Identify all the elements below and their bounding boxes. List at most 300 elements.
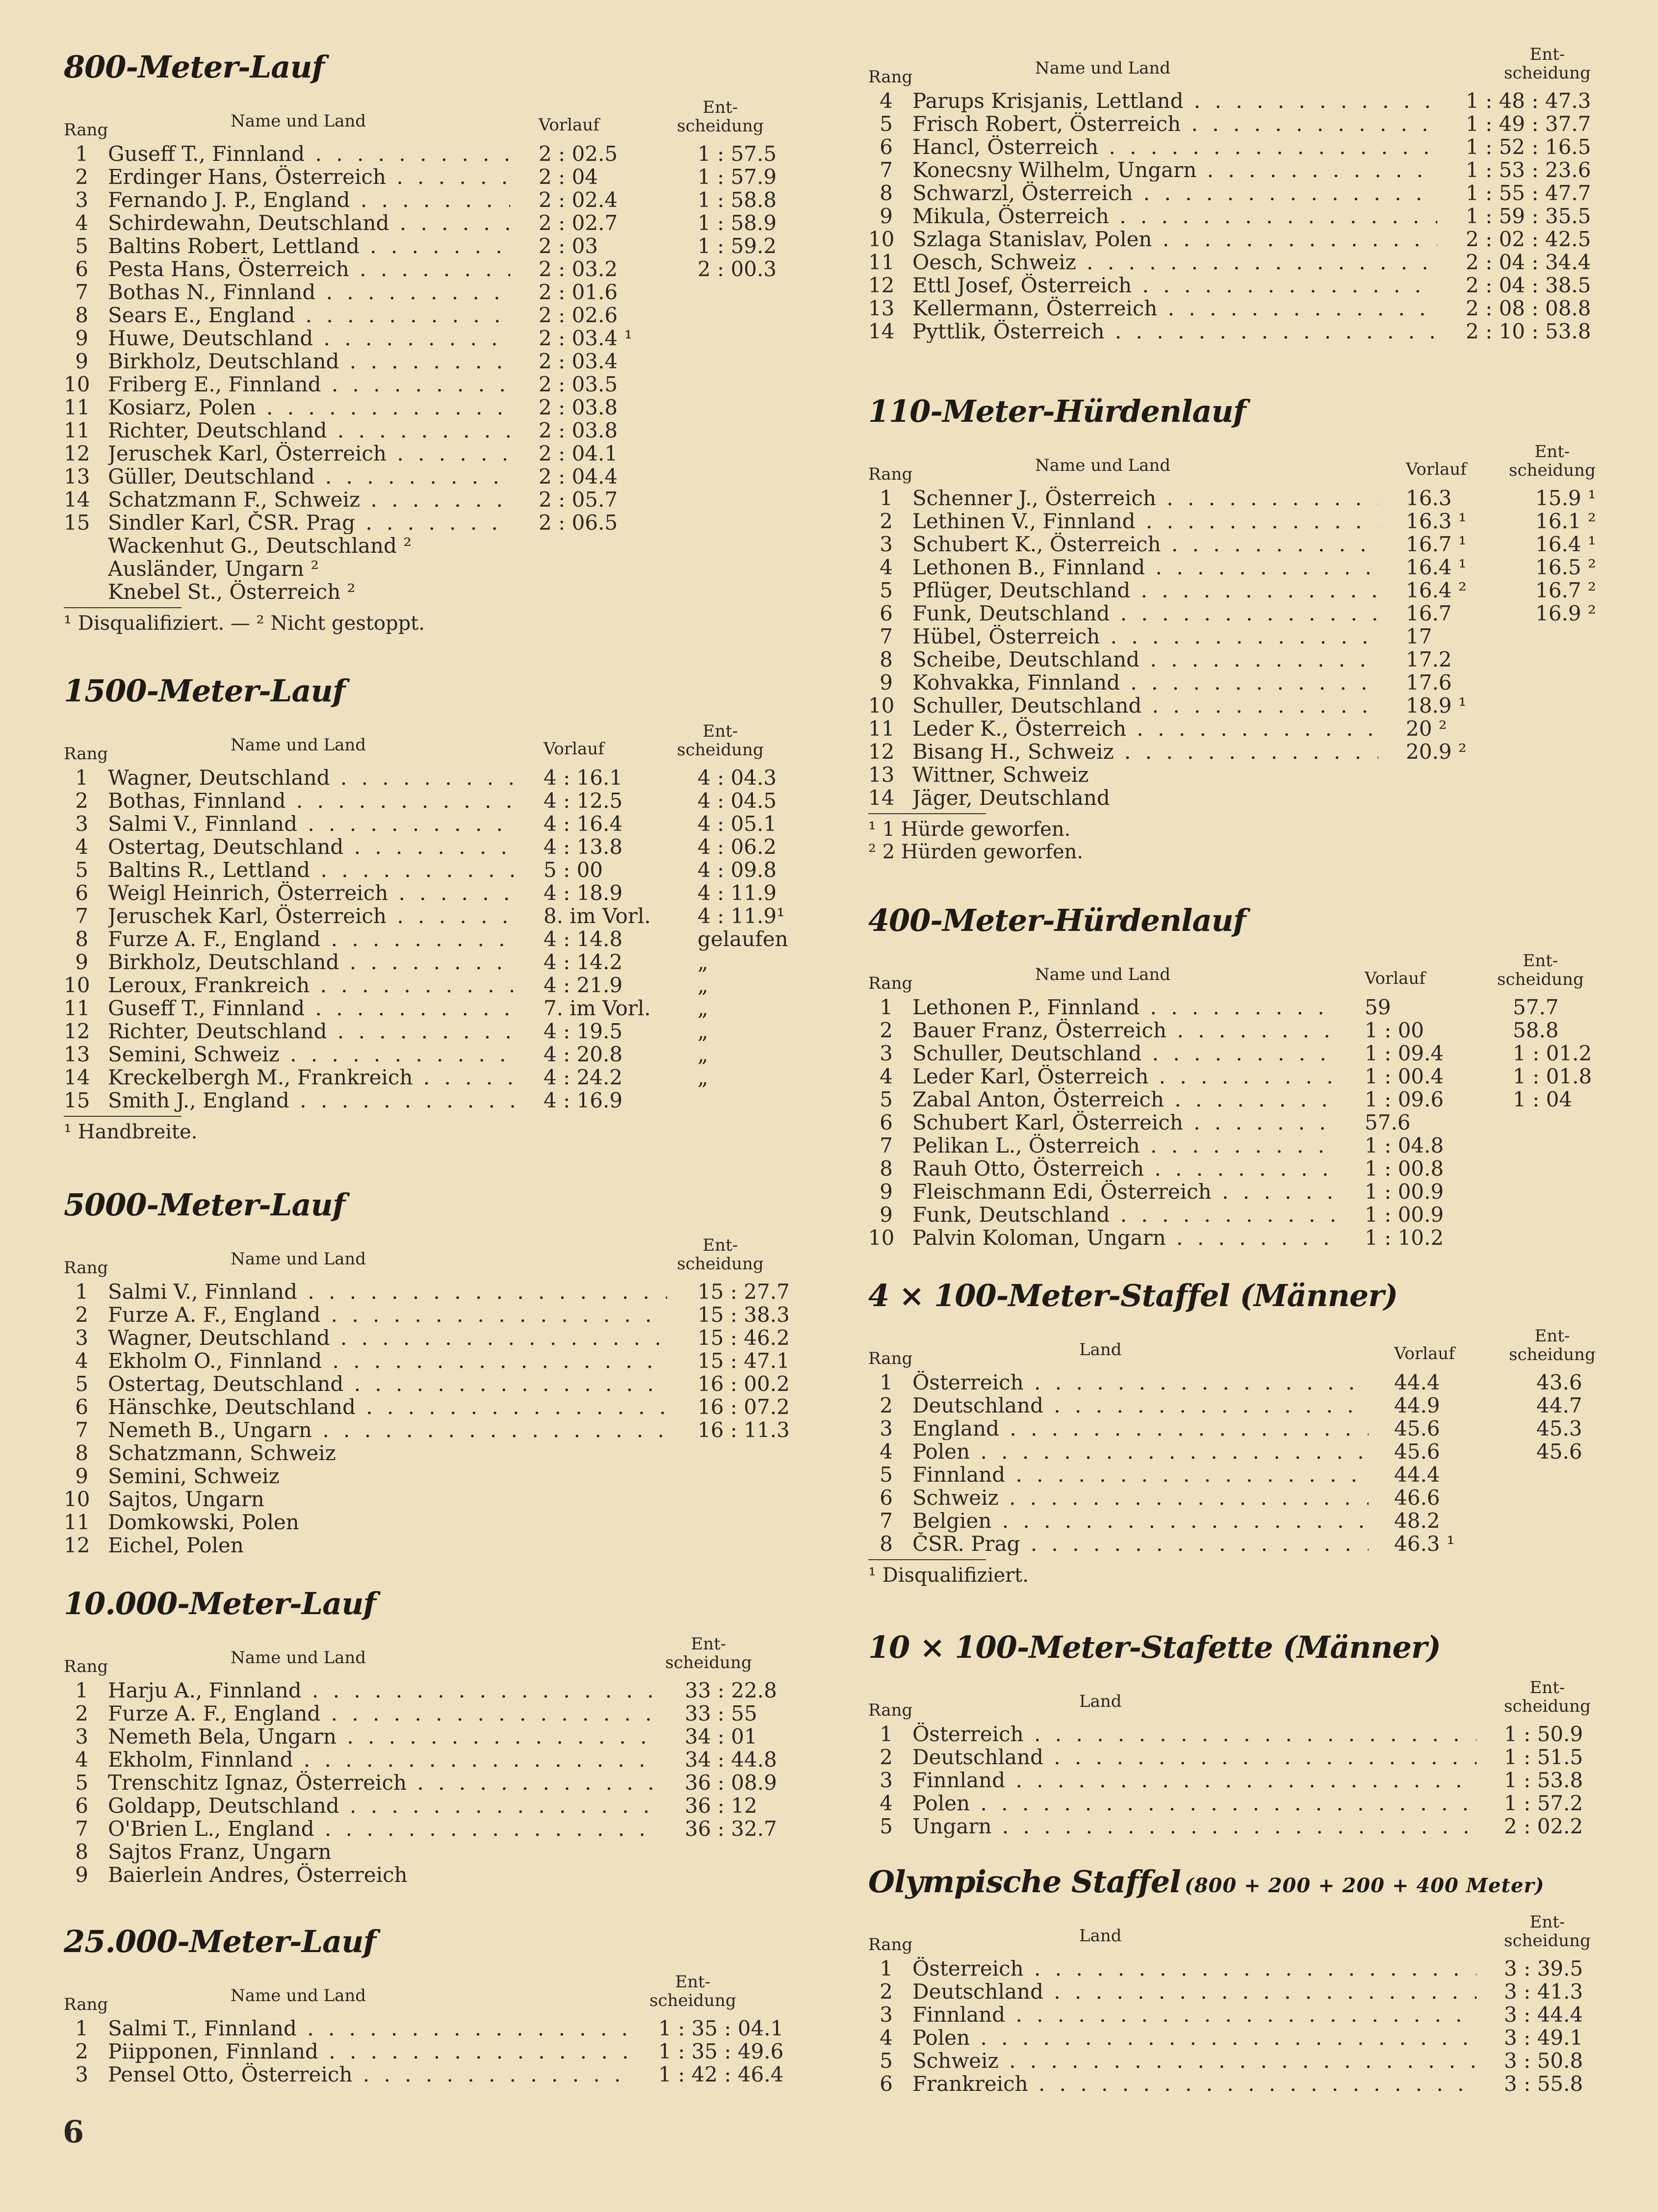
table-row — [868, 1532, 1594, 1555]
row-heat: 5 : 00 — [544, 858, 603, 882]
table-row — [64, 1280, 809, 1303]
table-row — [868, 671, 1594, 694]
row-heat: 2 : 05.7 — [539, 488, 618, 512]
footnote: ² 2 Hürden geworfen. — [868, 841, 1084, 863]
row-rank: 5 — [75, 234, 88, 258]
table-row — [868, 2026, 1594, 2049]
row-final: 1 : 01.2 — [1513, 1041, 1592, 1065]
row-name: Parups Krisjanis, Lettland . . . — [912, 89, 1437, 112]
table-row — [868, 1769, 1594, 1792]
row-name: Kreckelbergh M., Frankreich . . . — [108, 1066, 515, 1089]
row-final: 2 : 04 : 38.5 — [1466, 273, 1591, 297]
row-final: 1 : 53 : 23.6 — [1466, 158, 1591, 182]
row-heat: 45.6 — [1394, 1440, 1440, 1464]
footnote-rule — [868, 813, 986, 814]
row-name: Deutschland . . . — [912, 1746, 1477, 1769]
row-heat: 20 ² — [1406, 717, 1447, 741]
table-row — [64, 997, 809, 1020]
table-row — [868, 1157, 1594, 1180]
row-heat: 4 : 14.2 — [544, 950, 623, 974]
header-final: Ent- scheidung — [1504, 1678, 1591, 1716]
row-name: ČSR. Prag . . . — [912, 1532, 1369, 1555]
row-name: Birkholz, Deutschland . . . — [108, 350, 510, 373]
header-rank: Rang — [64, 1995, 108, 2014]
table-row — [868, 2072, 1594, 2095]
row-name: Schatzmann, Schweiz — [108, 1441, 336, 1465]
row-final: 1 : 52 : 16.5 — [1466, 135, 1591, 159]
row-rank: 11 — [64, 418, 90, 442]
table-row — [868, 297, 1594, 320]
row-name: Smith J., England . . . — [108, 1089, 515, 1112]
row-final: 16 : 00.2 — [698, 1372, 790, 1396]
row-heat: 2 : 06.5 — [539, 511, 618, 535]
row-name: Birkholz, Deutschland . . . — [108, 951, 515, 974]
row-rank: 4 — [880, 555, 893, 579]
row-final: 33 : 22.8 — [685, 1678, 777, 1702]
row-name: Wittner, Schweiz — [912, 763, 1089, 786]
table-row — [64, 1840, 809, 1863]
row-name: Fleischmann Edi, Österreich . . . — [912, 1180, 1334, 1203]
header-name: Name und Land — [231, 1648, 366, 1668]
row-rank: 1 — [880, 1956, 893, 1981]
row-rank: 10 — [868, 694, 895, 718]
table-row — [868, 1980, 1594, 2003]
row-name: Ettl Josef, Österreich . . . — [912, 274, 1437, 297]
row-final: 1 : 49 : 37.7 — [1466, 112, 1591, 136]
row-name: Harju A., Finnland . . . — [108, 1679, 657, 1702]
row-name: Funk, Deutschland . . . — [912, 602, 1378, 625]
row-name: Zabal Anton, Österreich . . . — [912, 1088, 1334, 1111]
header-heat: Vorlauf — [1394, 1344, 1455, 1363]
row-rank: 8 — [75, 927, 88, 951]
row-name: Finnland . . . — [912, 1769, 1477, 1792]
row-heat: 48.2 — [1394, 1509, 1440, 1533]
row-name: Jäger, Deutschland — [912, 786, 1110, 809]
row-name: Finnland . . . — [912, 1463, 1369, 1486]
row-name: Nemeth Bela, Ungarn . . . — [108, 1725, 657, 1748]
row-heat: 8. im Vorl. — [544, 904, 651, 928]
row-rank: 12 — [868, 273, 895, 297]
row-name: Domkowski, Polen — [108, 1511, 299, 1534]
row-rank: 11 — [868, 250, 895, 274]
row-heat: 4 : 14.8 — [544, 927, 623, 951]
table-row — [868, 1088, 1594, 1111]
row-rank: 1 — [75, 2016, 88, 2040]
table-row — [868, 1065, 1594, 1088]
row-rank: 9 — [75, 326, 88, 350]
row-name: Semini, Schweiz — [108, 1465, 280, 1488]
row-name: Schuller, Deutschland . . . — [912, 694, 1378, 717]
table-row — [64, 951, 809, 974]
row-final: 1 : 35 : 49.6 — [658, 2039, 784, 2063]
row-rank: 3 — [880, 1416, 893, 1440]
row-final: 16 : 11.3 — [698, 1418, 790, 1442]
row-rank: 5 — [880, 1814, 893, 1838]
table-row — [64, 1748, 809, 1771]
footnote-rule — [868, 1559, 986, 1560]
table-row — [64, 1488, 809, 1511]
row-name: Bothas N., Finnland . . . — [108, 281, 510, 304]
row-name: Bisang H., Schweiz . . . — [912, 740, 1378, 763]
row-heat: 1 : 09.6 — [1365, 1087, 1444, 1111]
row-rank: 9 — [880, 1203, 893, 1227]
table-row — [64, 812, 809, 835]
row-name: Hübel, Österreich . . . — [912, 625, 1378, 648]
row-final: 2 : 08 : 08.8 — [1466, 296, 1591, 320]
row-final: 4 : 09.8 — [698, 858, 777, 882]
header-final: Ent- scheidung — [1509, 1326, 1596, 1364]
row-rank: 9 — [880, 1180, 893, 1204]
row-rank: 15 — [64, 511, 90, 535]
row-heat: 16.7 — [1406, 601, 1452, 625]
footnote: ¹ Handbreite. — [64, 1121, 198, 1143]
row-final: 45.3 — [1536, 1416, 1582, 1440]
row-name: Richter, Deutschland . . . — [108, 1020, 515, 1043]
row-heat: 1 : 09.4 — [1365, 1041, 1444, 1065]
row-name: England . . . — [912, 1417, 1369, 1440]
header-rank: Rang — [868, 1935, 913, 1955]
header-final: Ent- scheidung — [677, 721, 764, 760]
table-row — [64, 766, 809, 789]
table-row — [64, 419, 809, 442]
section-title: 5000-Meter-Lauf — [64, 1187, 345, 1223]
row-rank: 14 — [64, 1065, 90, 1089]
row-heat: 45.6 — [1394, 1416, 1440, 1440]
row-rank: 9 — [75, 1863, 88, 1887]
row-name: Wagner, Deutschland . . . — [108, 1326, 667, 1349]
footnote-rule — [64, 607, 181, 608]
table-row — [64, 534, 809, 557]
row-final: 3 : 39.5 — [1504, 1956, 1583, 1981]
table-row — [868, 251, 1594, 274]
row-name: Kellermann, Österreich . . . — [912, 297, 1437, 320]
table-row — [868, 1042, 1594, 1065]
row-heat: 16.4 ¹ — [1406, 555, 1467, 579]
table-row — [868, 740, 1594, 763]
row-heat: 7. im Vorl. — [544, 996, 651, 1020]
row-final: 4 : 11.9¹ — [698, 904, 785, 928]
row-name: Kohvakka, Finnland . . . — [912, 671, 1378, 694]
row-heat: 4 : 16.4 — [544, 812, 623, 836]
row-heat: 2 : 03 — [539, 234, 598, 258]
row-rank: 10 — [64, 372, 90, 396]
row-final: 15.9 ¹ — [1535, 486, 1596, 510]
row-name: Ostertag, Deutschland . . . — [108, 835, 515, 858]
row-name: Richter, Deutschland . . . — [108, 419, 510, 442]
row-name: Trenschitz Ignaz, Österreich . . . — [108, 1771, 657, 1794]
row-name: Guseff T., Finnland . . . — [108, 997, 515, 1020]
table-row — [64, 1043, 809, 1066]
row-rank: 4 — [75, 1748, 88, 1772]
row-final: 3 : 49.1 — [1504, 2026, 1583, 2050]
header-name: Land — [1079, 1926, 1122, 1946]
row-name: Furze A. F., England . . . — [108, 927, 515, 951]
row-final: 2 : 10 : 53.8 — [1466, 319, 1591, 343]
table-row — [64, 881, 809, 904]
row-heat: 2 : 03.8 — [539, 418, 618, 442]
row-name: Schirdewahn, Deutschland . . . — [108, 211, 510, 234]
table-row — [64, 974, 809, 997]
header-rank: Rang — [868, 464, 913, 484]
table-row — [868, 1394, 1594, 1417]
header-final: Ent- scheidung — [677, 98, 764, 136]
row-name: Jeruschek Karl, Österreich . . . — [108, 904, 515, 927]
table-row — [64, 1418, 809, 1441]
row-name: Leder Karl, Österreich . . . — [912, 1065, 1334, 1088]
header-rank: Rang — [868, 1349, 913, 1368]
row-final: 1 : 57.5 — [698, 142, 777, 166]
table-row — [868, 1463, 1594, 1486]
table-row — [868, 181, 1594, 205]
row-rank: 3 — [75, 188, 88, 212]
table-row — [64, 488, 809, 511]
row-name: Szlaga Stanislav, Polen . . . — [912, 228, 1437, 251]
table-row — [868, 1815, 1594, 1838]
row-name: Knebel St., Österreich ² — [108, 580, 356, 603]
row-final: gelaufen — [698, 927, 788, 951]
table-row — [64, 234, 809, 257]
row-heat: 2 : 03.4 ¹ — [539, 326, 633, 350]
row-final: „ — [698, 996, 708, 1020]
table-row — [64, 1066, 809, 1089]
row-name: Bauer Franz, Österreich . . . — [912, 1019, 1334, 1042]
row-final: 34 : 01 — [685, 1724, 757, 1749]
section-title: 800-Meter-Lauf — [64, 49, 325, 85]
row-final: 16.7 ² — [1535, 578, 1596, 602]
row-rank: 2 — [75, 1303, 88, 1327]
row-rank: 1 — [880, 995, 893, 1019]
row-name: Pflüger, Deutschland . . . — [912, 579, 1378, 602]
header-name: Name und Land — [1035, 456, 1171, 475]
row-rank: 13 — [868, 763, 895, 787]
row-name: Bothas, Finnland . . . — [108, 789, 515, 812]
row-name: Schwarzl, Österreich . . . — [912, 181, 1437, 205]
row-name: Schubert K., Österreich . . . — [912, 533, 1378, 556]
row-heat: 1 : 10.2 — [1365, 1226, 1444, 1250]
table-row — [868, 320, 1594, 343]
row-heat: 2 : 04.4 — [539, 464, 618, 489]
row-heat: 46.6 — [1394, 1486, 1440, 1510]
row-name: Güller, Deutschland . . . — [108, 465, 510, 488]
row-heat: 2 : 03.4 — [539, 349, 618, 373]
table-row — [64, 1349, 809, 1372]
table-row — [868, 1746, 1594, 1769]
row-rank: 15 — [64, 1088, 90, 1112]
row-name: Sears E., England . . . — [108, 304, 510, 327]
row-name: Deutschland . . . — [912, 1980, 1477, 2003]
section-title: 110-Meter-Hürdenlauf — [868, 393, 1246, 429]
row-name: Lethonen P., Finnland . . . — [912, 996, 1334, 1019]
table-row — [868, 1134, 1594, 1157]
row-heat: 17.6 — [1406, 670, 1452, 694]
row-rank: 14 — [868, 319, 895, 343]
header-name: Name und Land — [231, 1249, 366, 1269]
row-final: 1 : 57.9 — [698, 165, 777, 189]
header-final: Ent- scheidung — [1509, 442, 1596, 480]
footnote: ¹ Disqualifiziert. — ² Nicht gestoppt. — [64, 612, 425, 635]
row-rank: 14 — [64, 488, 90, 512]
table-row — [64, 904, 809, 927]
row-name: Salmi V., Finnland . . . — [108, 812, 515, 835]
row-rank: 5 — [880, 112, 893, 136]
row-final: 1 : 58.8 — [698, 188, 777, 212]
footnote: ¹ 1 Hürde geworfen. — [868, 818, 1071, 841]
row-rank: 6 — [75, 881, 88, 905]
table-row — [868, 2003, 1594, 2026]
row-heat: 1 : 00.9 — [1365, 1180, 1444, 1204]
row-rank: 4 — [75, 835, 88, 859]
row-rank: 2 — [880, 509, 893, 533]
table-row — [64, 1089, 809, 1112]
row-final: „ — [698, 1042, 708, 1066]
row-name: Jeruschek Karl, Österreich . . . — [108, 442, 510, 465]
row-rank: 9 — [880, 670, 893, 694]
row-rank: 1 — [880, 486, 893, 510]
header-heat: Vorlauf — [1365, 969, 1425, 988]
row-rank: 2 — [880, 1018, 893, 1042]
table-row — [64, 1303, 809, 1326]
row-rank: 5 — [880, 2049, 893, 2073]
section-title: 10.000-Meter-Lauf — [64, 1586, 376, 1621]
row-name: Polen . . . — [912, 1440, 1369, 1463]
row-rank: 2 — [880, 1980, 893, 2004]
row-heat: 4 : 21.9 — [544, 973, 623, 997]
table-row — [64, 1465, 809, 1488]
row-rank: 6 — [75, 1395, 88, 1419]
row-heat: 17 — [1406, 624, 1432, 648]
row-final: „ — [698, 973, 708, 997]
row-name: Kosiarz, Polen . . . — [108, 396, 510, 419]
row-final: 2 : 04 : 34.4 — [1466, 250, 1591, 274]
table-row — [64, 1441, 809, 1465]
row-rank: 12 — [868, 740, 895, 764]
table-row — [64, 1326, 809, 1349]
header-name: Name und Land — [231, 735, 366, 755]
row-rank: 2 — [75, 165, 88, 189]
table-row — [868, 996, 1594, 1019]
row-rank: 1 — [880, 1370, 893, 1394]
table-row — [868, 205, 1594, 228]
row-heat: 2 : 04.1 — [539, 441, 618, 465]
row-name: Frisch Robert, Österreich . . . — [912, 112, 1437, 135]
row-name: Huwe, Deutschland . . . — [108, 327, 510, 350]
row-rank: 5 — [880, 1463, 893, 1487]
row-final: 4 : 06.2 — [698, 835, 777, 859]
header-name: Land — [1079, 1692, 1122, 1711]
row-final: „ — [698, 950, 708, 974]
table-row — [64, 396, 809, 419]
row-rank: 7 — [880, 1133, 893, 1157]
row-rank: 11 — [64, 996, 90, 1020]
row-final: 3 : 55.8 — [1504, 2072, 1583, 2096]
row-name: Baltins Robert, Lettland . . . — [108, 234, 510, 257]
table-row — [64, 465, 809, 488]
table-row — [64, 211, 809, 234]
row-final: 1 : 01.8 — [1513, 1064, 1592, 1088]
header-name: Name und Land — [1035, 58, 1171, 78]
row-name: Pensel Otto, Österreich . . . — [108, 2063, 628, 2086]
row-name: O'Brien L., England . . . — [108, 1817, 657, 1840]
header-name: Name und Land — [231, 111, 366, 131]
row-final: 2 : 02.2 — [1504, 1814, 1583, 1838]
row-rank: 5 — [75, 1372, 88, 1396]
row-name: Hancl, Österreich . . . — [912, 135, 1437, 158]
row-final: „ — [698, 1019, 708, 1043]
header-rank: Rang — [868, 67, 913, 87]
header-heat: Vorlauf — [539, 115, 599, 135]
row-name: Finnland . . . — [912, 2003, 1477, 2026]
row-rank: 3 — [75, 2062, 88, 2086]
row-rank: 1 — [75, 766, 88, 790]
row-name: Polen . . . — [912, 1792, 1477, 1815]
row-heat: 44.4 — [1394, 1370, 1440, 1394]
table-row — [868, 648, 1594, 671]
table-row — [868, 1203, 1594, 1226]
row-name: Sajtos, Ungarn — [108, 1488, 264, 1511]
table-row — [868, 228, 1594, 251]
table-row — [64, 789, 809, 812]
section-title: 10 × 100-Meter-Stafette (Männer) — [868, 1629, 1441, 1665]
table-row — [868, 1226, 1594, 1249]
header-heat: Vorlauf — [1406, 460, 1467, 479]
table-row — [868, 135, 1594, 158]
row-final: 1 : 35 : 04.1 — [658, 2016, 784, 2040]
row-name: Lethinen V., Finnland . . . — [912, 510, 1378, 533]
table-row — [64, 442, 809, 465]
row-final: 3 : 41.3 — [1504, 1980, 1583, 2004]
row-name: Rauh Otto, Österreich . . . — [912, 1157, 1334, 1180]
table-row — [64, 304, 809, 327]
row-rank: 3 — [880, 1768, 893, 1792]
table-row — [64, 511, 809, 534]
row-name: Furze A. F., England . . . — [108, 1303, 667, 1326]
row-rank: 8 — [75, 303, 88, 327]
header-name: Name und Land — [1035, 965, 1171, 984]
row-name: Mikula, Österreich . . . — [912, 205, 1437, 228]
row-final: 1 : 57.2 — [1504, 1791, 1583, 1815]
table-row — [868, 1180, 1594, 1203]
row-rank: 8 — [880, 181, 893, 205]
table-row — [64, 1863, 809, 1886]
table-row — [64, 257, 809, 281]
row-name: Ausländer, Ungarn ² — [108, 557, 319, 580]
row-heat: 4 : 18.9 — [544, 881, 623, 905]
row-name: Semini, Schweiz . . . — [108, 1043, 515, 1066]
row-name: Pelikan L., Österreich . . . — [912, 1134, 1334, 1157]
row-rank: 7 — [75, 280, 88, 304]
row-heat: 4 : 16.9 — [544, 1088, 623, 1112]
row-final: 16.5 ² — [1535, 555, 1596, 579]
row-final: 4 : 05.1 — [698, 812, 777, 836]
header-name: Name und Land — [231, 1986, 366, 2006]
table-row — [868, 763, 1594, 786]
row-name: Pyttlik, Österreich . . . — [912, 320, 1437, 343]
row-heat: 46.3 ¹ — [1394, 1532, 1455, 1556]
header-rank: Rang — [64, 744, 108, 764]
row-heat: 4 : 13.8 — [544, 835, 623, 859]
table-row — [64, 927, 809, 951]
row-final: 2 : 00.3 — [698, 257, 777, 281]
row-name: Belgien . . . — [912, 1509, 1369, 1532]
row-name: Guseff T., Finnland . . . — [108, 142, 510, 165]
header-final: Ent- scheidung — [665, 1634, 752, 1672]
row-name: Scheibe, Deutschland . . . — [912, 648, 1378, 671]
table-row — [64, 1771, 809, 1794]
section-title: 25.000-Meter-Lauf — [64, 1924, 376, 1959]
row-rank: 8 — [75, 1840, 88, 1864]
row-final: 16.4 ¹ — [1535, 532, 1596, 556]
row-rank: 2 — [75, 2039, 88, 2063]
